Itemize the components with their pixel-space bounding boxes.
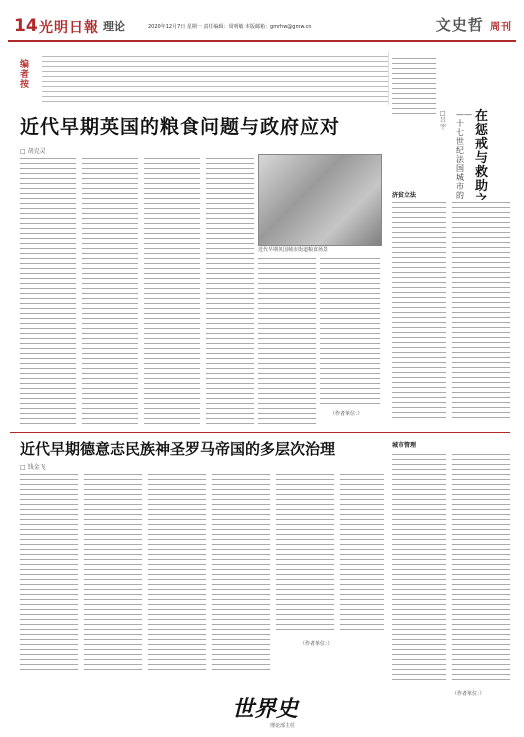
article3-subhead-2: 城市管理	[392, 442, 417, 449]
article1-source: （作者单位：）	[330, 411, 363, 417]
article1-image	[258, 154, 382, 246]
article3-col4	[452, 452, 510, 682]
masthead: 光明日報	[39, 20, 99, 36]
article3-col0	[392, 56, 436, 116]
article1-byline: □ 胡克灵	[20, 148, 46, 155]
article3-byline: □ 吕宇	[440, 110, 447, 131]
article3-subhead-1: 济贫立法	[392, 192, 417, 199]
article1-col4	[206, 156, 254, 426]
article1-col1	[20, 156, 76, 426]
article2-col4	[212, 472, 270, 672]
article1-col3	[144, 156, 200, 426]
column-name	[436, 14, 512, 35]
article2-title: 近代早期德意志民族神圣罗马帝国的多层次治理	[20, 440, 336, 458]
page-number: 14	[14, 16, 38, 36]
article2-col2	[84, 472, 142, 672]
article1-image-caption: 近代早期英国城市街道粮食场景	[258, 247, 329, 253]
article2-byline: □ 钱金飞	[20, 464, 46, 471]
footer-brand: 世界史	[232, 696, 299, 722]
article2-col6	[340, 472, 384, 632]
article2-source: （作者单位：）	[300, 641, 333, 647]
article3-col2	[452, 200, 510, 420]
article3-subtitle: ——十七世纪法国城市的	[456, 110, 472, 200]
article1-col5	[258, 256, 316, 426]
article3-title: 在惩戒与救助	[475, 109, 489, 194]
footer-meta: 理论部主任	[270, 723, 296, 729]
column-title: 文史哲	[435, 16, 484, 34]
page-header	[8, 14, 516, 42]
divider	[10, 432, 510, 433]
header-meta: 2020年12月7日 星期一 责任编辑：周明敏 本版邮箱：gmrhw@gmw.cn	[148, 24, 312, 30]
article1-title: 近代早期英国的粮食问题与政府应对	[20, 116, 341, 138]
article1-col6	[320, 256, 380, 406]
editor-note	[20, 52, 389, 105]
article3-col3	[392, 452, 446, 682]
article2-col1	[20, 472, 78, 672]
column-small: 周刊	[490, 22, 512, 33]
editor-note-text	[42, 54, 388, 104]
article2-col3	[148, 472, 206, 672]
article2-col5	[276, 472, 334, 632]
editor-note-label: 编者按	[20, 60, 30, 90]
section-label: 理论	[103, 20, 125, 33]
article3-col1	[392, 200, 446, 420]
article3-source: （作者单位：）	[452, 691, 485, 697]
article1-col2	[82, 156, 138, 426]
